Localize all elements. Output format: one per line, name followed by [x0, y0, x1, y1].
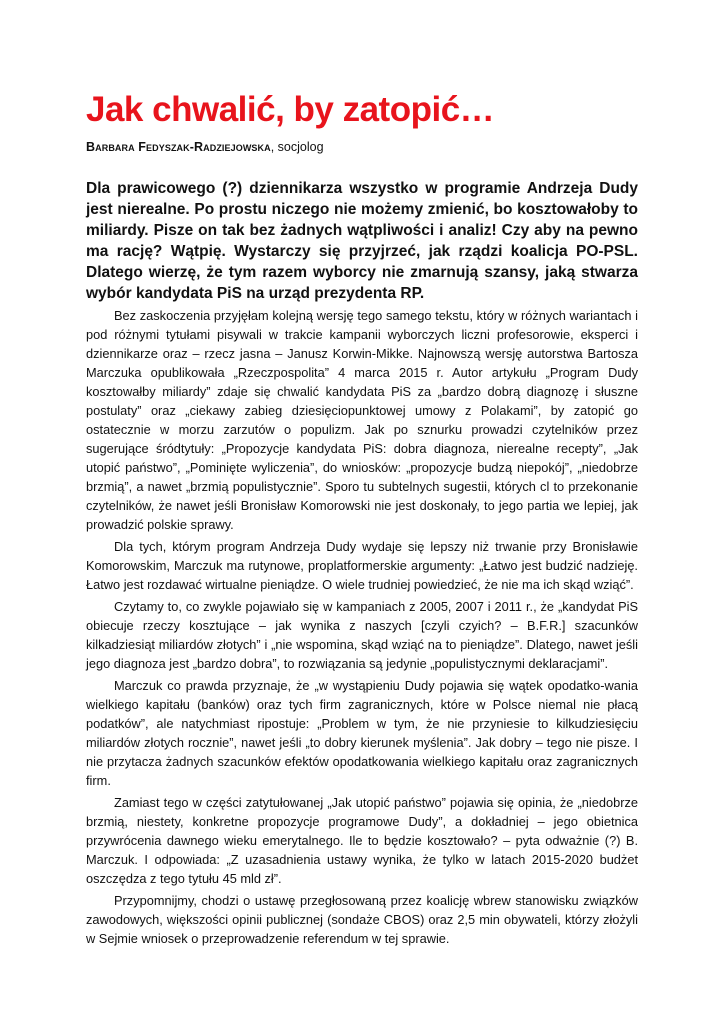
byline [86, 138, 638, 156]
body-paragraph: Bez zaskoczenia przyjęłam kolejną wersję tego samego tekstu, który w różnych wariantach i pod różnymi tytułami pisywali w trakcie kampanii wyborczych liczni profesorowie, eksperci i dziennikarze oraz – rzecz jasna – Janusz Korwin-Mikke. Najnowszą wersję autorstwa Bartosza Marczuka opublikowała „Rzeczpospolita” 4 marca 2015 r. Autor artykułu „Program Dudy kosztowałby miliardy” zdaje się chwalić kandydata PiS za „bardzo dobrą diagnozę i słuszne postulaty” oraz „ciekawy zabieg dziesięciopunktowej umowy z Polakami”, by zatopić go ostatecznie w morzu zarzutów o populizm. Jak po sznurku prowadzi czytelników przez sugerujące śródtytuły: „Propozycje kandydata PiS: dobra diagnoza, nierealne recepty”, „Jak utopić państwo”, „Pominięte wyliczenia”, do wniosków: „propozycje budzą niepokój”, „niedobrze brzmią”, a nawet „brzmią populistycznie”. Sporo tu subtelnych sugestii, których cl to przekonanie czytelników, że nawet jeśli Bronisław Komorowski nie jest doskonały, to jego partia we lepiej, jak prowadzić polskie sprawy. [86, 308, 638, 532]
author-role: , socjolog [270, 140, 324, 154]
body-paragraph: Przypomnijmy, chodzi o ustawę przegłosowaną przez koalicję wbrew stanowisku związków zawodowych, większości opinii publicznej (sondaże CBOS) oraz 2,5 min obywateli, którzy złożyli w Sejmie wniosek o przeprowadzenie referendum w tej sprawie. [86, 893, 638, 946]
article-lead: Dla prawicowego (?) dziennikarza wszystko w programie Andrzeja Dudy jest nierealne. Po prostu niczego nie możemy zmienić, bo kosztowałoby to miliardy. Pisze on tak bez żadnych wątpliwości i analiz! Czy aby na pewno ma rację? Wątpię. Wystarczy się przyjrzeć, jak rządzi koalicja PO-PSL. Dlatego wierzę, że tym razem wyborcy nie zmarnują szansy, jaką stwarza wybór kandydata PiS na urząd prezydenta RP. [86, 180, 638, 302]
body-paragraph: Czytamy to, co zwykle pojawiało się w kampaniach z 2005, 2007 i 2011 r., że „kandydat PiS obiecuje rzeczy kosztujące – jak wynika z naszych [czyli czyich? – B.F.R.] szacunków kilkadziesiąt miliardów złotych” i „nie wspomina, skąd wziąć na to pieniądze”. Dlatego, nawet jeśli jego diagnoza jest „bardzo dobra”, to rozwiązania są jedynie „populistycznymi deklaracjami”. [86, 599, 638, 671]
body-paragraph: Zamiast tego w części zatytułowanej „Jak utopić państwo” pojawia się opinia, że „niedobrze brzmią, niestety, konkretne propozycje programowe Dudy”, a dokładniej – jego obietnica przywrócenia dawnego wieku emerytalnego. Ile to będzie kosztowało? – pyta odważnie (?) B. Marczuk. I odpowiada: „Z uzasadnienia ustawy wynika, że tylko w latach 2015-2020 budżet oszczędza z tego tytułu 45 mld zł”. [86, 795, 638, 886]
article [86, 88, 638, 951]
body-paragraph: Marczuk co prawda przyznaje, że „w wystąpieniu Dudy pojawia się wątek opodatko-wania wielkiego kapitału (banków) oraz tych firm zagranicznych, które w Polsce niemal nie płacą podatków”, ale natychmiast ripostuje: „Problem w tym, że nie przyniesie to kilkudziesięciu miliardów złotych rocznie”, nawet jeśli „to dobry kierunek myślenia”. Jak dobry – tego nie pisze. I nie przytacza żadnych szacunków efektów opodatkowania wielkiego kapitału oraz zagranicznych firm. [86, 678, 638, 788]
article-body [86, 306, 638, 948]
article-title: Jak chwalić, by zatopić… [86, 90, 495, 129]
author-name: Barbara Fedyszak-Radziejowska [86, 140, 271, 154]
body-paragraph: Dla tych, którym program Andrzeja Dudy wydaje się lepszy niż trwanie przy Bronisławie Komorowskim, Marczuk ma rutynowe, proplatformerskie argumenty: „Łatwo jest budzić nadzieję. Łatwo jest rozdawać wirtualne pieniądze. O wiele trudniej powiedzieć, że nie ma ich skąd wziąć”. [86, 539, 638, 592]
